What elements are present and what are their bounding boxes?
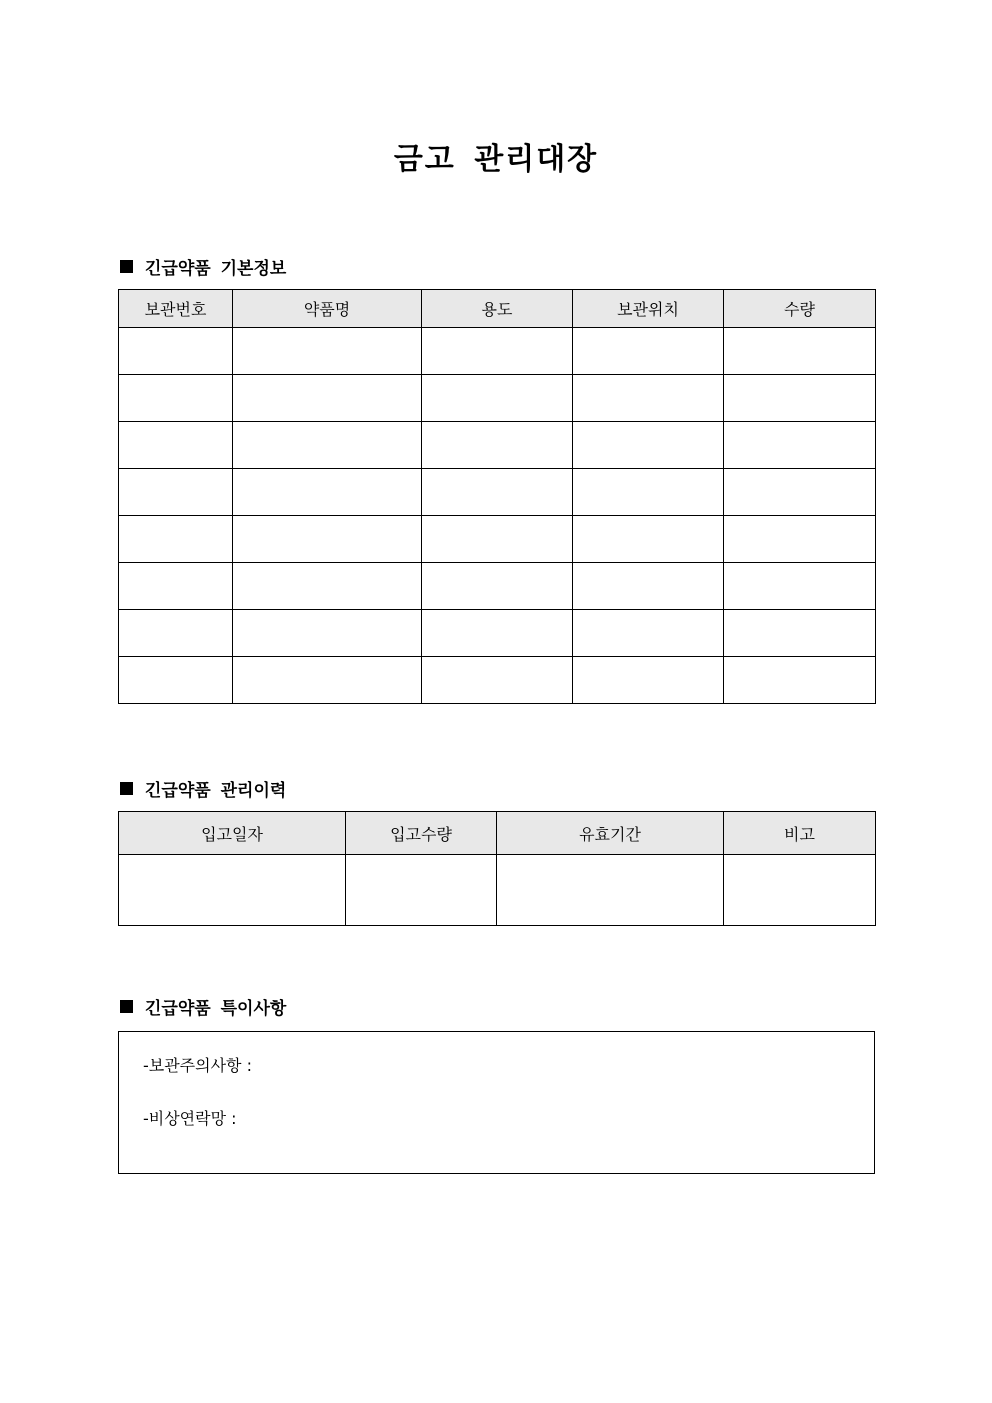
table-cell[interactable] — [724, 563, 876, 610]
table-cell[interactable] — [233, 328, 422, 375]
section-heading-notes — [120, 994, 286, 1019]
table-cell[interactable] — [573, 422, 724, 469]
table-cell[interactable] — [422, 375, 573, 422]
table-cell[interactable] — [233, 563, 422, 610]
column-header-storage-location: 보관위치 — [573, 290, 724, 328]
table-cell[interactable] — [724, 469, 876, 516]
section-heading-basic-label: 긴급약품 기본정보 — [145, 259, 287, 279]
document-title: 금고 관리대장 — [393, 142, 599, 177]
table-row — [119, 563, 876, 610]
table-row — [119, 657, 876, 704]
table-row — [119, 610, 876, 657]
table-cell[interactable] — [233, 422, 422, 469]
table-cell[interactable] — [422, 610, 573, 657]
table-cell[interactable] — [233, 469, 422, 516]
notes-box[interactable] — [118, 1031, 875, 1174]
table-cell[interactable] — [346, 855, 497, 926]
table-row — [119, 328, 876, 375]
section-heading-basic — [120, 254, 286, 279]
table-cell[interactable] — [422, 563, 573, 610]
table-cell[interactable] — [724, 422, 876, 469]
table-cell[interactable] — [573, 563, 724, 610]
square-bullet-icon — [120, 782, 133, 795]
table-cell[interactable] — [119, 563, 233, 610]
table-cell[interactable] — [233, 610, 422, 657]
table-cell[interactable] — [724, 328, 876, 375]
column-header-receipt-date: 입고일자 — [119, 812, 346, 855]
table-cell[interactable] — [422, 422, 573, 469]
column-header-drug-name: 약품명 — [233, 290, 422, 328]
table-cell[interactable] — [724, 657, 876, 704]
note-storage-caution: -보관주의사항 : — [143, 1056, 252, 1075]
column-header-receipt-quantity: 입고수량 — [346, 812, 497, 855]
table-header-row — [119, 812, 876, 855]
table-cell[interactable] — [422, 328, 573, 375]
table-cell[interactable] — [724, 375, 876, 422]
table-cell[interactable] — [119, 375, 233, 422]
table-row — [119, 469, 876, 516]
table-cell[interactable] — [573, 328, 724, 375]
table-cell[interactable] — [119, 855, 346, 926]
table-header-row — [119, 290, 876, 328]
column-header-storage-number: 보관번호 — [119, 290, 233, 328]
table-cell[interactable] — [119, 610, 233, 657]
column-header-purpose: 용도 — [422, 290, 573, 328]
table-cell[interactable] — [233, 516, 422, 563]
table-cell[interactable] — [119, 422, 233, 469]
basic-info-table-body — [119, 328, 876, 704]
square-bullet-icon — [120, 260, 133, 273]
table-cell[interactable] — [573, 516, 724, 563]
table-cell[interactable] — [119, 657, 233, 704]
table-cell[interactable] — [119, 516, 233, 563]
table-cell[interactable] — [573, 610, 724, 657]
table-cell[interactable] — [422, 516, 573, 563]
table-row — [119, 422, 876, 469]
section-heading-notes-label: 긴급약품 특이사항 — [145, 999, 287, 1019]
column-header-quantity: 수량 — [724, 290, 876, 328]
table-cell[interactable] — [119, 469, 233, 516]
section-heading-history-label: 긴급약품 관리이력 — [145, 781, 287, 801]
table-cell[interactable] — [724, 516, 876, 563]
history-table — [118, 811, 876, 926]
table-row — [119, 516, 876, 563]
section-heading-history — [120, 776, 286, 801]
table-cell[interactable] — [422, 657, 573, 704]
table-cell[interactable] — [497, 855, 724, 926]
column-header-remarks: 비고 — [724, 812, 876, 855]
column-header-expiry: 유효기간 — [497, 812, 724, 855]
table-cell[interactable] — [119, 328, 233, 375]
table-cell[interactable] — [724, 855, 876, 926]
table-cell[interactable] — [233, 657, 422, 704]
table-cell[interactable] — [233, 375, 422, 422]
table-row — [119, 375, 876, 422]
table-cell[interactable] — [422, 469, 573, 516]
basic-info-table — [118, 289, 876, 704]
table-cell[interactable] — [573, 375, 724, 422]
table-cell[interactable] — [573, 469, 724, 516]
table-row — [119, 855, 876, 926]
note-emergency-contact: -비상연락망 : — [143, 1109, 237, 1128]
table-cell[interactable] — [724, 610, 876, 657]
table-cell[interactable] — [573, 657, 724, 704]
square-bullet-icon — [120, 1000, 133, 1013]
